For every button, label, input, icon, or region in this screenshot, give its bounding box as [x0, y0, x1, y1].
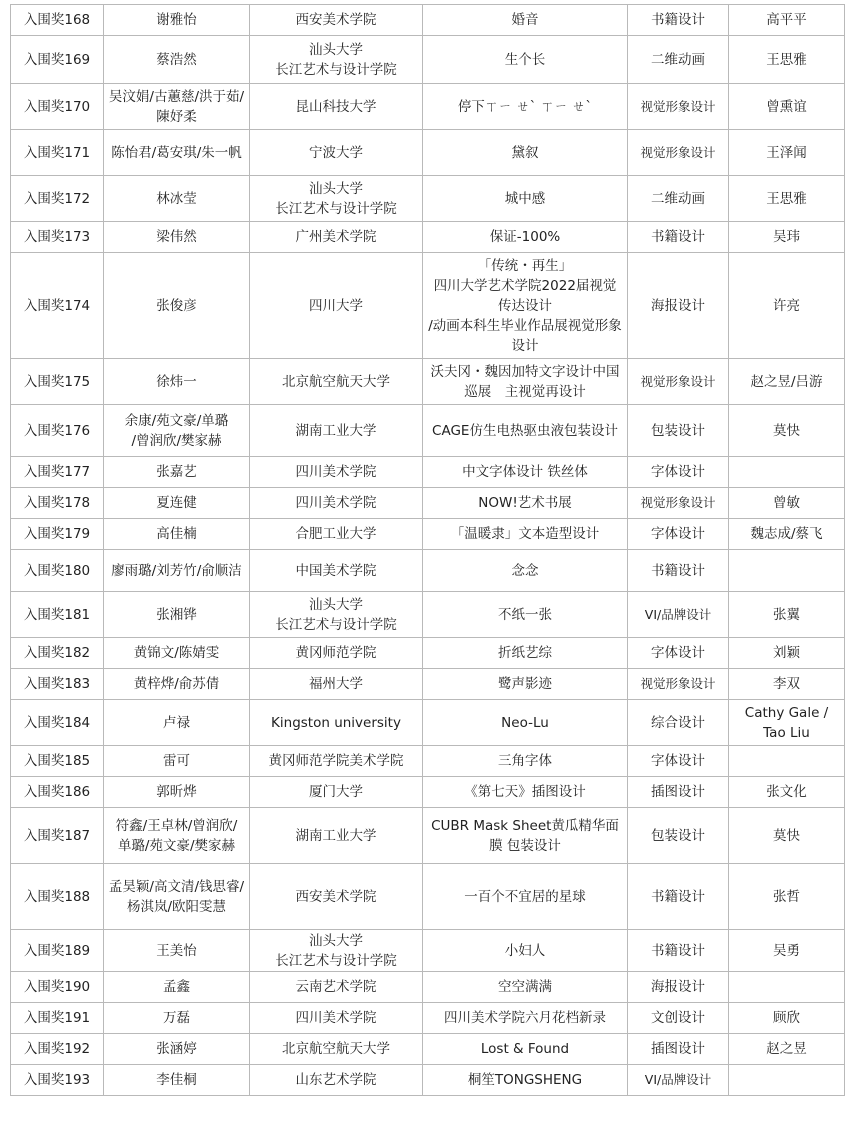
- table-row: [11, 359, 845, 405]
- work-title-cell: 三角字体: [423, 746, 628, 777]
- category-cell: 字体设计: [628, 519, 729, 550]
- school-cell: 汕头大学 长江艺术与设计学院: [250, 36, 423, 84]
- work-title-cell: CUBR Mask Sheet黄瓜精华面膜 包装设计: [423, 808, 628, 864]
- category-cell: 书籍设计: [628, 864, 729, 930]
- award-cell: 入围奖190: [11, 972, 104, 1003]
- award-cell: 入围奖172: [11, 176, 104, 222]
- award-cell: 入围奖174: [11, 253, 104, 359]
- work-title-cell: Neo-Lu: [423, 700, 628, 746]
- award-cell: 入围奖176: [11, 405, 104, 457]
- school-cell: 四川大学: [250, 253, 423, 359]
- award-cell: 入围奖187: [11, 808, 104, 864]
- school-cell: 福州大学: [250, 669, 423, 700]
- table-row: [11, 550, 845, 592]
- winner-name-cell: 张嘉艺: [104, 457, 250, 488]
- mentor-cell: 刘颖: [729, 638, 845, 669]
- mentor-cell: 王泽闻: [729, 130, 845, 176]
- mentor-cell: 吴玮: [729, 222, 845, 253]
- winner-name-cell: 张涵婷: [104, 1034, 250, 1065]
- school-cell: 汕头大学 长江艺术与设计学院: [250, 592, 423, 638]
- work-title-cell: 中文字体设计 铁丝体: [423, 457, 628, 488]
- award-cell: 入围奖171: [11, 130, 104, 176]
- winner-name-cell: 吴汶娟/古蕙慈/洪于茹/陳妤柔: [104, 84, 250, 130]
- work-title-cell: 《第七天》插图设计: [423, 777, 628, 808]
- award-cell: 入围奖180: [11, 550, 104, 592]
- category-cell: 海报设计: [628, 253, 729, 359]
- category-cell: 视觉形象设计: [628, 669, 729, 700]
- mentor-cell: 李双: [729, 669, 845, 700]
- winner-name-cell: 孟鑫: [104, 972, 250, 1003]
- category-cell: 书籍设计: [628, 930, 729, 972]
- school-cell: Kingston university: [250, 700, 423, 746]
- mentor-cell: [729, 972, 845, 1003]
- mentor-cell: [729, 457, 845, 488]
- award-cell: 入围奖169: [11, 36, 104, 84]
- mentor-cell: 魏志成/蔡飞: [729, 519, 845, 550]
- table-row: [11, 669, 845, 700]
- winner-name-cell: 卢禄: [104, 700, 250, 746]
- table-row: [11, 808, 845, 864]
- award-cell: 入围奖184: [11, 700, 104, 746]
- table-row: [11, 746, 845, 777]
- category-cell: 二维动画: [628, 176, 729, 222]
- category-cell: 二维动画: [628, 36, 729, 84]
- mentor-cell: [729, 550, 845, 592]
- category-cell: 文创设计: [628, 1003, 729, 1034]
- winner-name-cell: 万磊: [104, 1003, 250, 1034]
- category-cell: 字体设计: [628, 457, 729, 488]
- school-cell: 厦门大学: [250, 777, 423, 808]
- school-cell: 山东艺术学院: [250, 1065, 423, 1096]
- winner-name-cell: 余康/苑文豪/单璐 /曾润欣/樊家赫: [104, 405, 250, 457]
- school-cell: 北京航空航天大学: [250, 1034, 423, 1065]
- winner-name-cell: 孟昊颖/高文清/钱思睿/ 杨淇岚/欧阳雯慧: [104, 864, 250, 930]
- awards-table-body: [11, 5, 845, 1096]
- award-cell: 入围奖173: [11, 222, 104, 253]
- award-cell: 入围奖170: [11, 84, 104, 130]
- work-title-cell: Lost & Found: [423, 1034, 628, 1065]
- category-cell: 字体设计: [628, 746, 729, 777]
- award-cell: 入围奖179: [11, 519, 104, 550]
- award-cell: 入围奖185: [11, 746, 104, 777]
- award-cell: 入围奖186: [11, 777, 104, 808]
- school-cell: 黄冈师范学院: [250, 638, 423, 669]
- award-cell: 入围奖192: [11, 1034, 104, 1065]
- category-cell: 海报设计: [628, 972, 729, 1003]
- table-row: [11, 488, 845, 519]
- work-title-cell: CAGE仿生电热驱虫液包装设计: [423, 405, 628, 457]
- table-row: [11, 457, 845, 488]
- school-cell: 合肥工业大学: [250, 519, 423, 550]
- award-cell: 入围奖191: [11, 1003, 104, 1034]
- table-row: [11, 700, 845, 746]
- winner-name-cell: 梁伟然: [104, 222, 250, 253]
- school-cell: 黄冈师范学院美术学院: [250, 746, 423, 777]
- work-title-cell: 念念: [423, 550, 628, 592]
- work-title-cell: 生个长: [423, 36, 628, 84]
- mentor-cell: 张翼: [729, 592, 845, 638]
- school-cell: 宁波大学: [250, 130, 423, 176]
- table-row: [11, 1034, 845, 1065]
- table-row: [11, 930, 845, 972]
- table-row: [11, 638, 845, 669]
- school-cell: 湖南工业大学: [250, 808, 423, 864]
- work-title-cell: 四川美术学院六月花档新录: [423, 1003, 628, 1034]
- work-title-cell: 小妇人: [423, 930, 628, 972]
- school-cell: 湖南工业大学: [250, 405, 423, 457]
- mentor-cell: 张哲: [729, 864, 845, 930]
- school-cell: 广州美术学院: [250, 222, 423, 253]
- school-cell: 四川美术学院: [250, 488, 423, 519]
- awards-table: [10, 4, 845, 1096]
- award-cell: 入围奖188: [11, 864, 104, 930]
- work-title-cell: 婚音: [423, 5, 628, 36]
- table-row: [11, 5, 845, 36]
- category-cell: 书籍设计: [628, 5, 729, 36]
- mentor-cell: 顾欣: [729, 1003, 845, 1034]
- award-cell: 入围奖183: [11, 669, 104, 700]
- winner-name-cell: 黄锦文/陈婧雯: [104, 638, 250, 669]
- category-cell: 包装设计: [628, 405, 729, 457]
- winner-name-cell: 林冰莹: [104, 176, 250, 222]
- mentor-cell: Cathy Gale / Tao Liu: [729, 700, 845, 746]
- school-cell: 云南艺术学院: [250, 972, 423, 1003]
- award-cell: 入围奖168: [11, 5, 104, 36]
- mentor-cell: 王思雅: [729, 36, 845, 84]
- category-cell: 字体设计: [628, 638, 729, 669]
- table-row: [11, 864, 845, 930]
- winner-name-cell: 张湘铧: [104, 592, 250, 638]
- table-row: [11, 777, 845, 808]
- category-cell: 插图设计: [628, 1034, 729, 1065]
- work-title-cell: 桐笙TONGSHENG: [423, 1065, 628, 1096]
- category-cell: 视觉形象设计: [628, 359, 729, 405]
- winner-name-cell: 王美怡: [104, 930, 250, 972]
- award-cell: 入围奖193: [11, 1065, 104, 1096]
- table-row: [11, 1065, 845, 1096]
- work-title-cell: 城中感: [423, 176, 628, 222]
- school-cell: 中国美术学院: [250, 550, 423, 592]
- winner-name-cell: 郭昕烨: [104, 777, 250, 808]
- school-cell: 四川美术学院: [250, 1003, 423, 1034]
- winner-name-cell: 夏连健: [104, 488, 250, 519]
- table-row: [11, 405, 845, 457]
- category-cell: VI/品牌设计: [628, 1065, 729, 1096]
- category-cell: 综合设计: [628, 700, 729, 746]
- table-row: [11, 519, 845, 550]
- work-title-cell: 鹭声影迹: [423, 669, 628, 700]
- mentor-cell: 莫快: [729, 405, 845, 457]
- table-row: [11, 253, 845, 359]
- category-cell: 书籍设计: [628, 550, 729, 592]
- work-title-cell: 黛叙: [423, 130, 628, 176]
- table-row: [11, 222, 845, 253]
- school-cell: 北京航空航天大学: [250, 359, 423, 405]
- winner-name-cell: 张俊彦: [104, 253, 250, 359]
- award-cell: 入围奖181: [11, 592, 104, 638]
- school-cell: 西安美术学院: [250, 5, 423, 36]
- school-cell: 四川美术学院: [250, 457, 423, 488]
- work-title-cell: 一百个不宜居的星球: [423, 864, 628, 930]
- category-cell: 视觉形象设计: [628, 130, 729, 176]
- work-title-cell: 折纸艺综: [423, 638, 628, 669]
- mentor-cell: 莫快: [729, 808, 845, 864]
- winner-name-cell: 陈怡君/葛安琪/朱一帆: [104, 130, 250, 176]
- work-title-cell: 空空满满: [423, 972, 628, 1003]
- work-title-cell: 「温暖隶」文本造型设计: [423, 519, 628, 550]
- award-cell: 入围奖178: [11, 488, 104, 519]
- work-title-cell: 保证-100%: [423, 222, 628, 253]
- work-title-cell: 「传统・再生」 四川大学艺术学院2022届视觉传达设计 /动画本科生毕业作品展视觉形象设计: [423, 253, 628, 359]
- winner-name-cell: 符鑫/王卓林/曾润欣/ 单璐/苑文豪/樊家赫: [104, 808, 250, 864]
- school-cell: 汕头大学 长江艺术与设计学院: [250, 176, 423, 222]
- mentor-cell: 高平平: [729, 5, 845, 36]
- winner-name-cell: 高佳楠: [104, 519, 250, 550]
- mentor-cell: [729, 746, 845, 777]
- mentor-cell: 赵之昱/吕游: [729, 359, 845, 405]
- mentor-cell: 许亮: [729, 253, 845, 359]
- work-title-cell: 停下ㄒㄧ ㄝˋ ㄒㄧ ㄝˋ: [423, 84, 628, 130]
- table-row: [11, 130, 845, 176]
- winner-name-cell: 徐炜一: [104, 359, 250, 405]
- category-cell: 视觉形象设计: [628, 84, 729, 130]
- mentor-cell: 张文化: [729, 777, 845, 808]
- mentor-cell: 吴勇: [729, 930, 845, 972]
- table-row: [11, 176, 845, 222]
- table-row: [11, 1003, 845, 1034]
- winner-name-cell: 谢雅怡: [104, 5, 250, 36]
- school-cell: 昆山科技大学: [250, 84, 423, 130]
- award-cell: 入围奖182: [11, 638, 104, 669]
- table-row: [11, 972, 845, 1003]
- category-cell: VI/品牌设计: [628, 592, 729, 638]
- mentor-cell: 曾熏谊: [729, 84, 845, 130]
- work-title-cell: 沃夫冈・魏因加特文字设计中国巡展 主视觉再设计: [423, 359, 628, 405]
- winner-name-cell: 廖雨璐/刘芳竹/俞顺洁: [104, 550, 250, 592]
- work-title-cell: NOW!艺术书展: [423, 488, 628, 519]
- table-row: [11, 592, 845, 638]
- winner-name-cell: 雷可: [104, 746, 250, 777]
- mentor-cell: 王思雅: [729, 176, 845, 222]
- school-cell: 汕头大学 长江艺术与设计学院: [250, 930, 423, 972]
- mentor-cell: 赵之昱: [729, 1034, 845, 1065]
- work-title-cell: 不纸一张: [423, 592, 628, 638]
- mentor-cell: [729, 1065, 845, 1096]
- category-cell: 包装设计: [628, 808, 729, 864]
- award-cell: 入围奖175: [11, 359, 104, 405]
- category-cell: 书籍设计: [628, 222, 729, 253]
- table-row: [11, 84, 845, 130]
- winner-name-cell: 黄梓烨/俞苏倩: [104, 669, 250, 700]
- school-cell: 西安美术学院: [250, 864, 423, 930]
- winner-name-cell: 李佳桐: [104, 1065, 250, 1096]
- category-cell: 视觉形象设计: [628, 488, 729, 519]
- category-cell: 插图设计: [628, 777, 729, 808]
- table-row: [11, 36, 845, 84]
- mentor-cell: 曾敏: [729, 488, 845, 519]
- winner-name-cell: 蔡浩然: [104, 36, 250, 84]
- award-cell: 入围奖177: [11, 457, 104, 488]
- award-cell: 入围奖189: [11, 930, 104, 972]
